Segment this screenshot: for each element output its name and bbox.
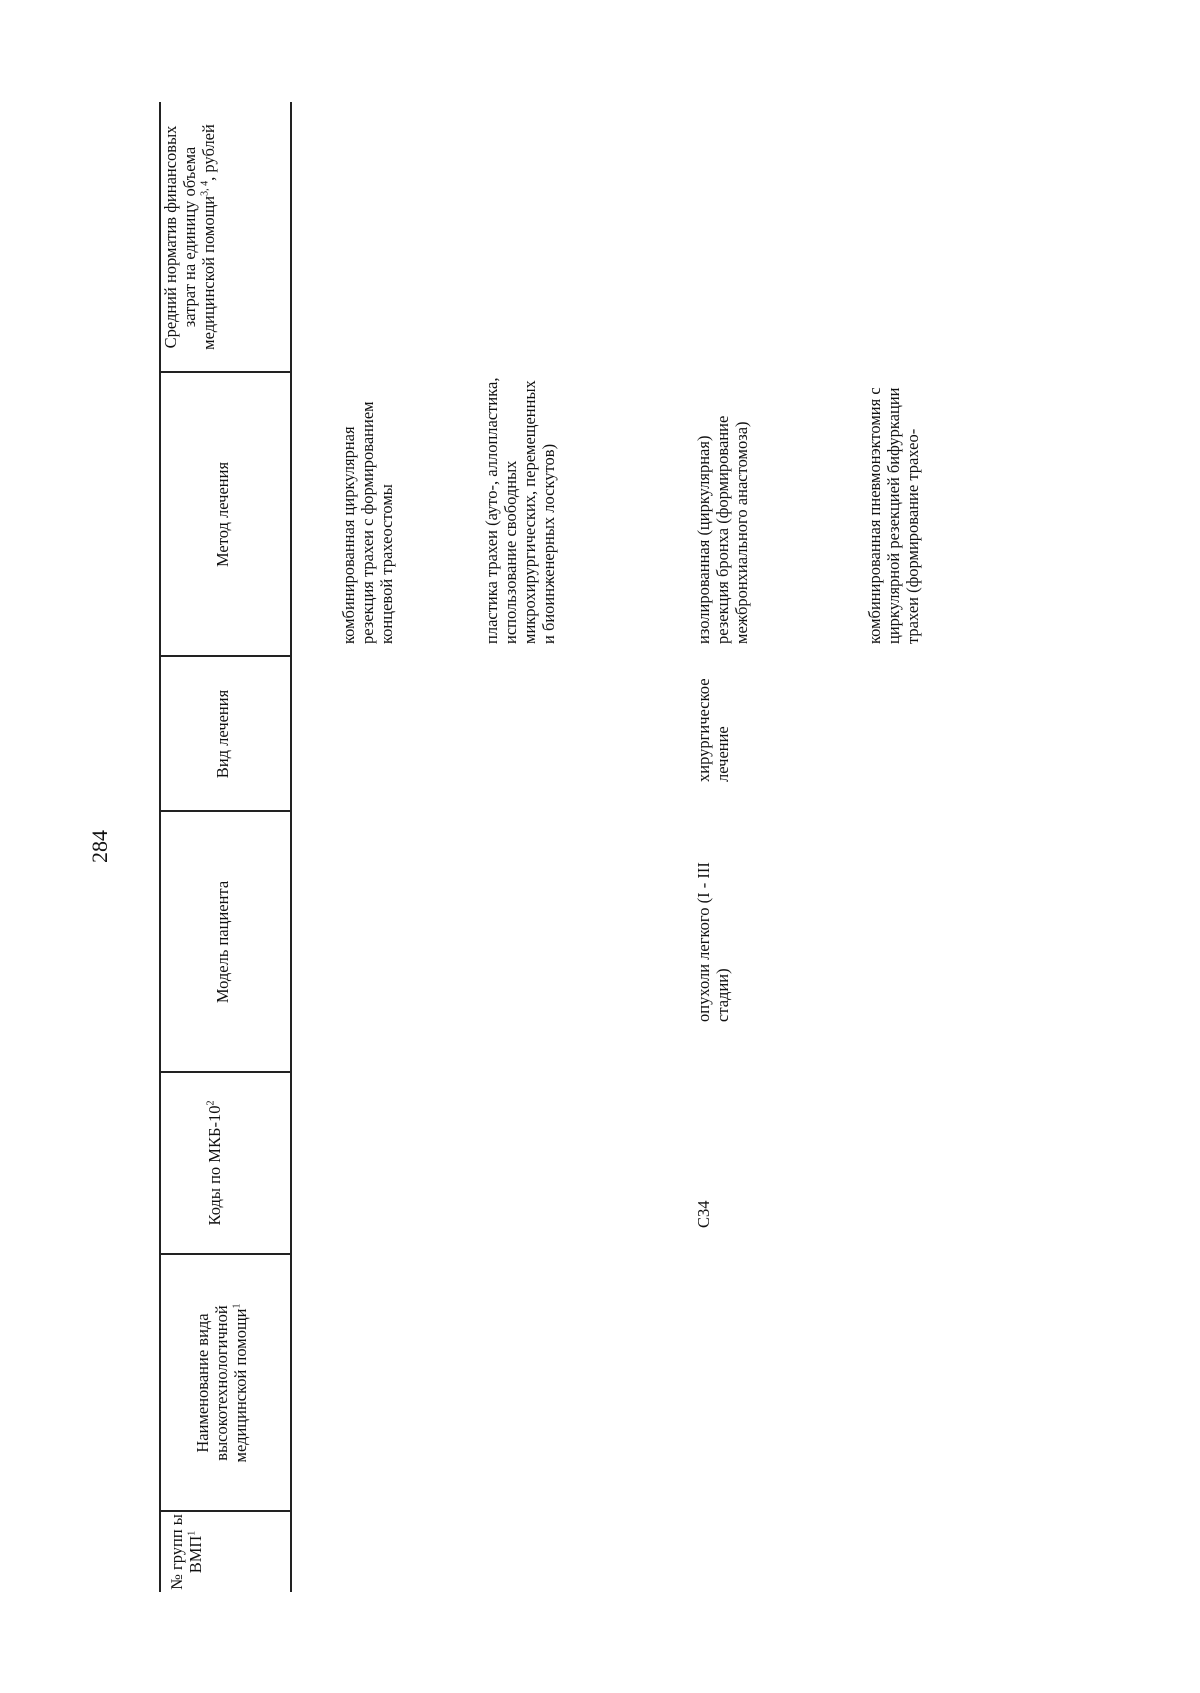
table-row-3-treatment-type: хирургическое лечение	[694, 678, 732, 782]
col-sep-2	[159, 1254, 290, 1256]
col-sep-3	[159, 1072, 290, 1074]
col-sep-6	[159, 372, 290, 374]
table-row-3-patient-model: опухоли легкого (I - III стадии)	[694, 862, 732, 1022]
col-sep-5	[159, 656, 290, 658]
table-row-4-treatment-method: комбинированная пневмонэктомия с циркулярной резекцией бифуркации трахеи (формирование трахео-	[865, 387, 922, 644]
col-sep-4	[159, 811, 290, 813]
table-row-3-treatment-method: изолированная (циркулярная) резекция бронха (формирование межбронхиального анастомоза)	[694, 415, 751, 644]
table-row-3-icd-codes: C34	[694, 1200, 713, 1228]
table-row-1-treatment-method: комбинированная циркулярная резекция трахеи с формированием концевой трахеостомы	[339, 401, 396, 644]
table-row-2-treatment-method: пластика трахеи (ауто-, аллопластика, использование свободных микрохирургических, перемещенных и биоинженерных лоскутов)	[482, 377, 558, 644]
rotated-table	[159, 102, 1059, 1592]
header-cost-standard: Средний норматив финансовых затрат на единицу объема медицинской помощи$^{3, 4}$, рублей	[161, 124, 218, 350]
header-bottom-rule	[290, 102, 292, 1592]
header-treatment-method: Метод лечения	[213, 461, 232, 568]
header-icd-codes: Коды по МКБ-$10^2$	[205, 1100, 224, 1226]
header-treatment-type: Вид лечения	[213, 689, 232, 779]
header-vmp-name: Наименование вида высокотехнологичной медицинской помощи$^1$	[193, 1303, 250, 1463]
header-group-no: № групп ы ВМП$^1$	[167, 1514, 205, 1590]
page-number: 284	[87, 830, 112, 863]
header-patient-model: Модель пациента	[213, 880, 232, 1004]
